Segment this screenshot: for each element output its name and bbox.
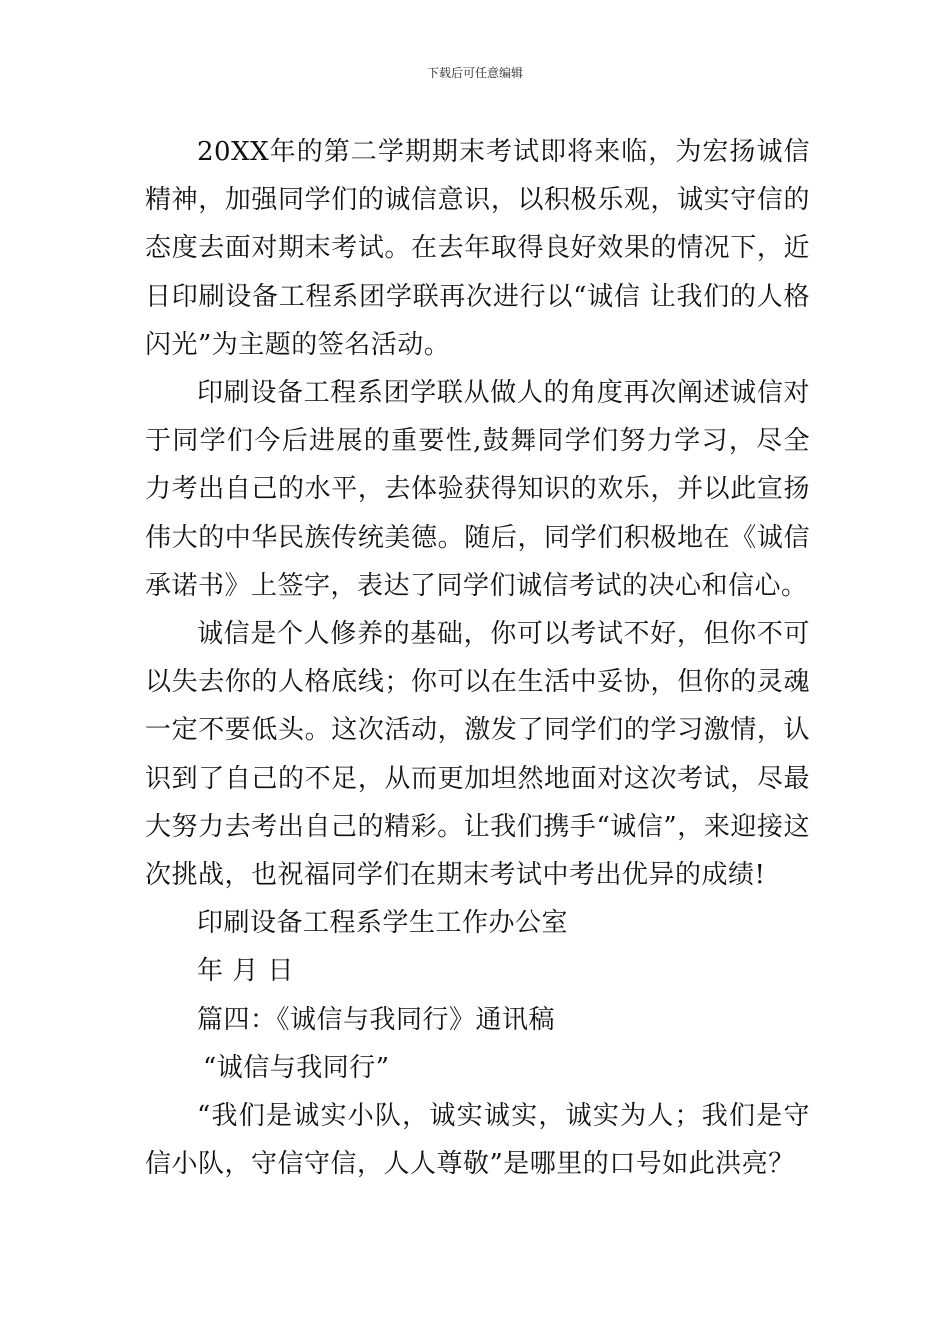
section-title: “诚信与我同行” <box>203 1052 390 1083</box>
signature-date: 年 月 日 <box>197 956 295 987</box>
section-paragraph: “我们是诚实小队，诚实诚实，诚实为人；我们是守信小队，守信守信，人人尊敬”是哪里的口号如此洪亮？ <box>145 1101 810 1180</box>
page-header: 下载后可任意编辑 <box>426 66 523 80</box>
signature-office: 印刷设备工程系学生工作办公室 <box>197 908 569 939</box>
paragraph-1: 20XX年的第二学期期末考试即将来临，为宏扬诚信精神，加强同学们的诚信意识，以积极乐观，诚实守信的态度去面对期末考试。在去年取得良好效果的情况下，近日印刷设备工程系团学联再次进行以“诚信 让我们的人格闪光”为主题的签名活动。 <box>145 137 810 360</box>
paragraph-2: 印刷设备工程系团学联从做人的角度再次阐述诚信对于同学们今后进展的重要性,鼓舞同学们努力学习，尽全力考出自己的水平，去体验获得知识的欢乐，并以此宣扬伟大的中华民族传统美德。随后，同学们积极地在《诚信承诺书》上签字，表达了同学们诚信考试的决心和信心。 <box>145 378 810 601</box>
paragraph-3: 诚信是个人修养的基础，你可以考试不好，但你不可以失去你的人格底线；你可以在生活中妥协，但你的灵魂一定不要低头。这次活动，激发了同学们的学习激情，认识到了自己的不足，从而更加坦然地面对这次考试，尽最大努力去考出自己的精彩。让我们携手“诚信”，来迎接这次挑战，也祝福同学们在期末考试中考出优异的成绩! <box>145 619 810 891</box>
section-heading: 篇四：《诚信与我同行》通讯稿 <box>197 1004 556 1035</box>
document-body <box>145 128 810 1188</box>
